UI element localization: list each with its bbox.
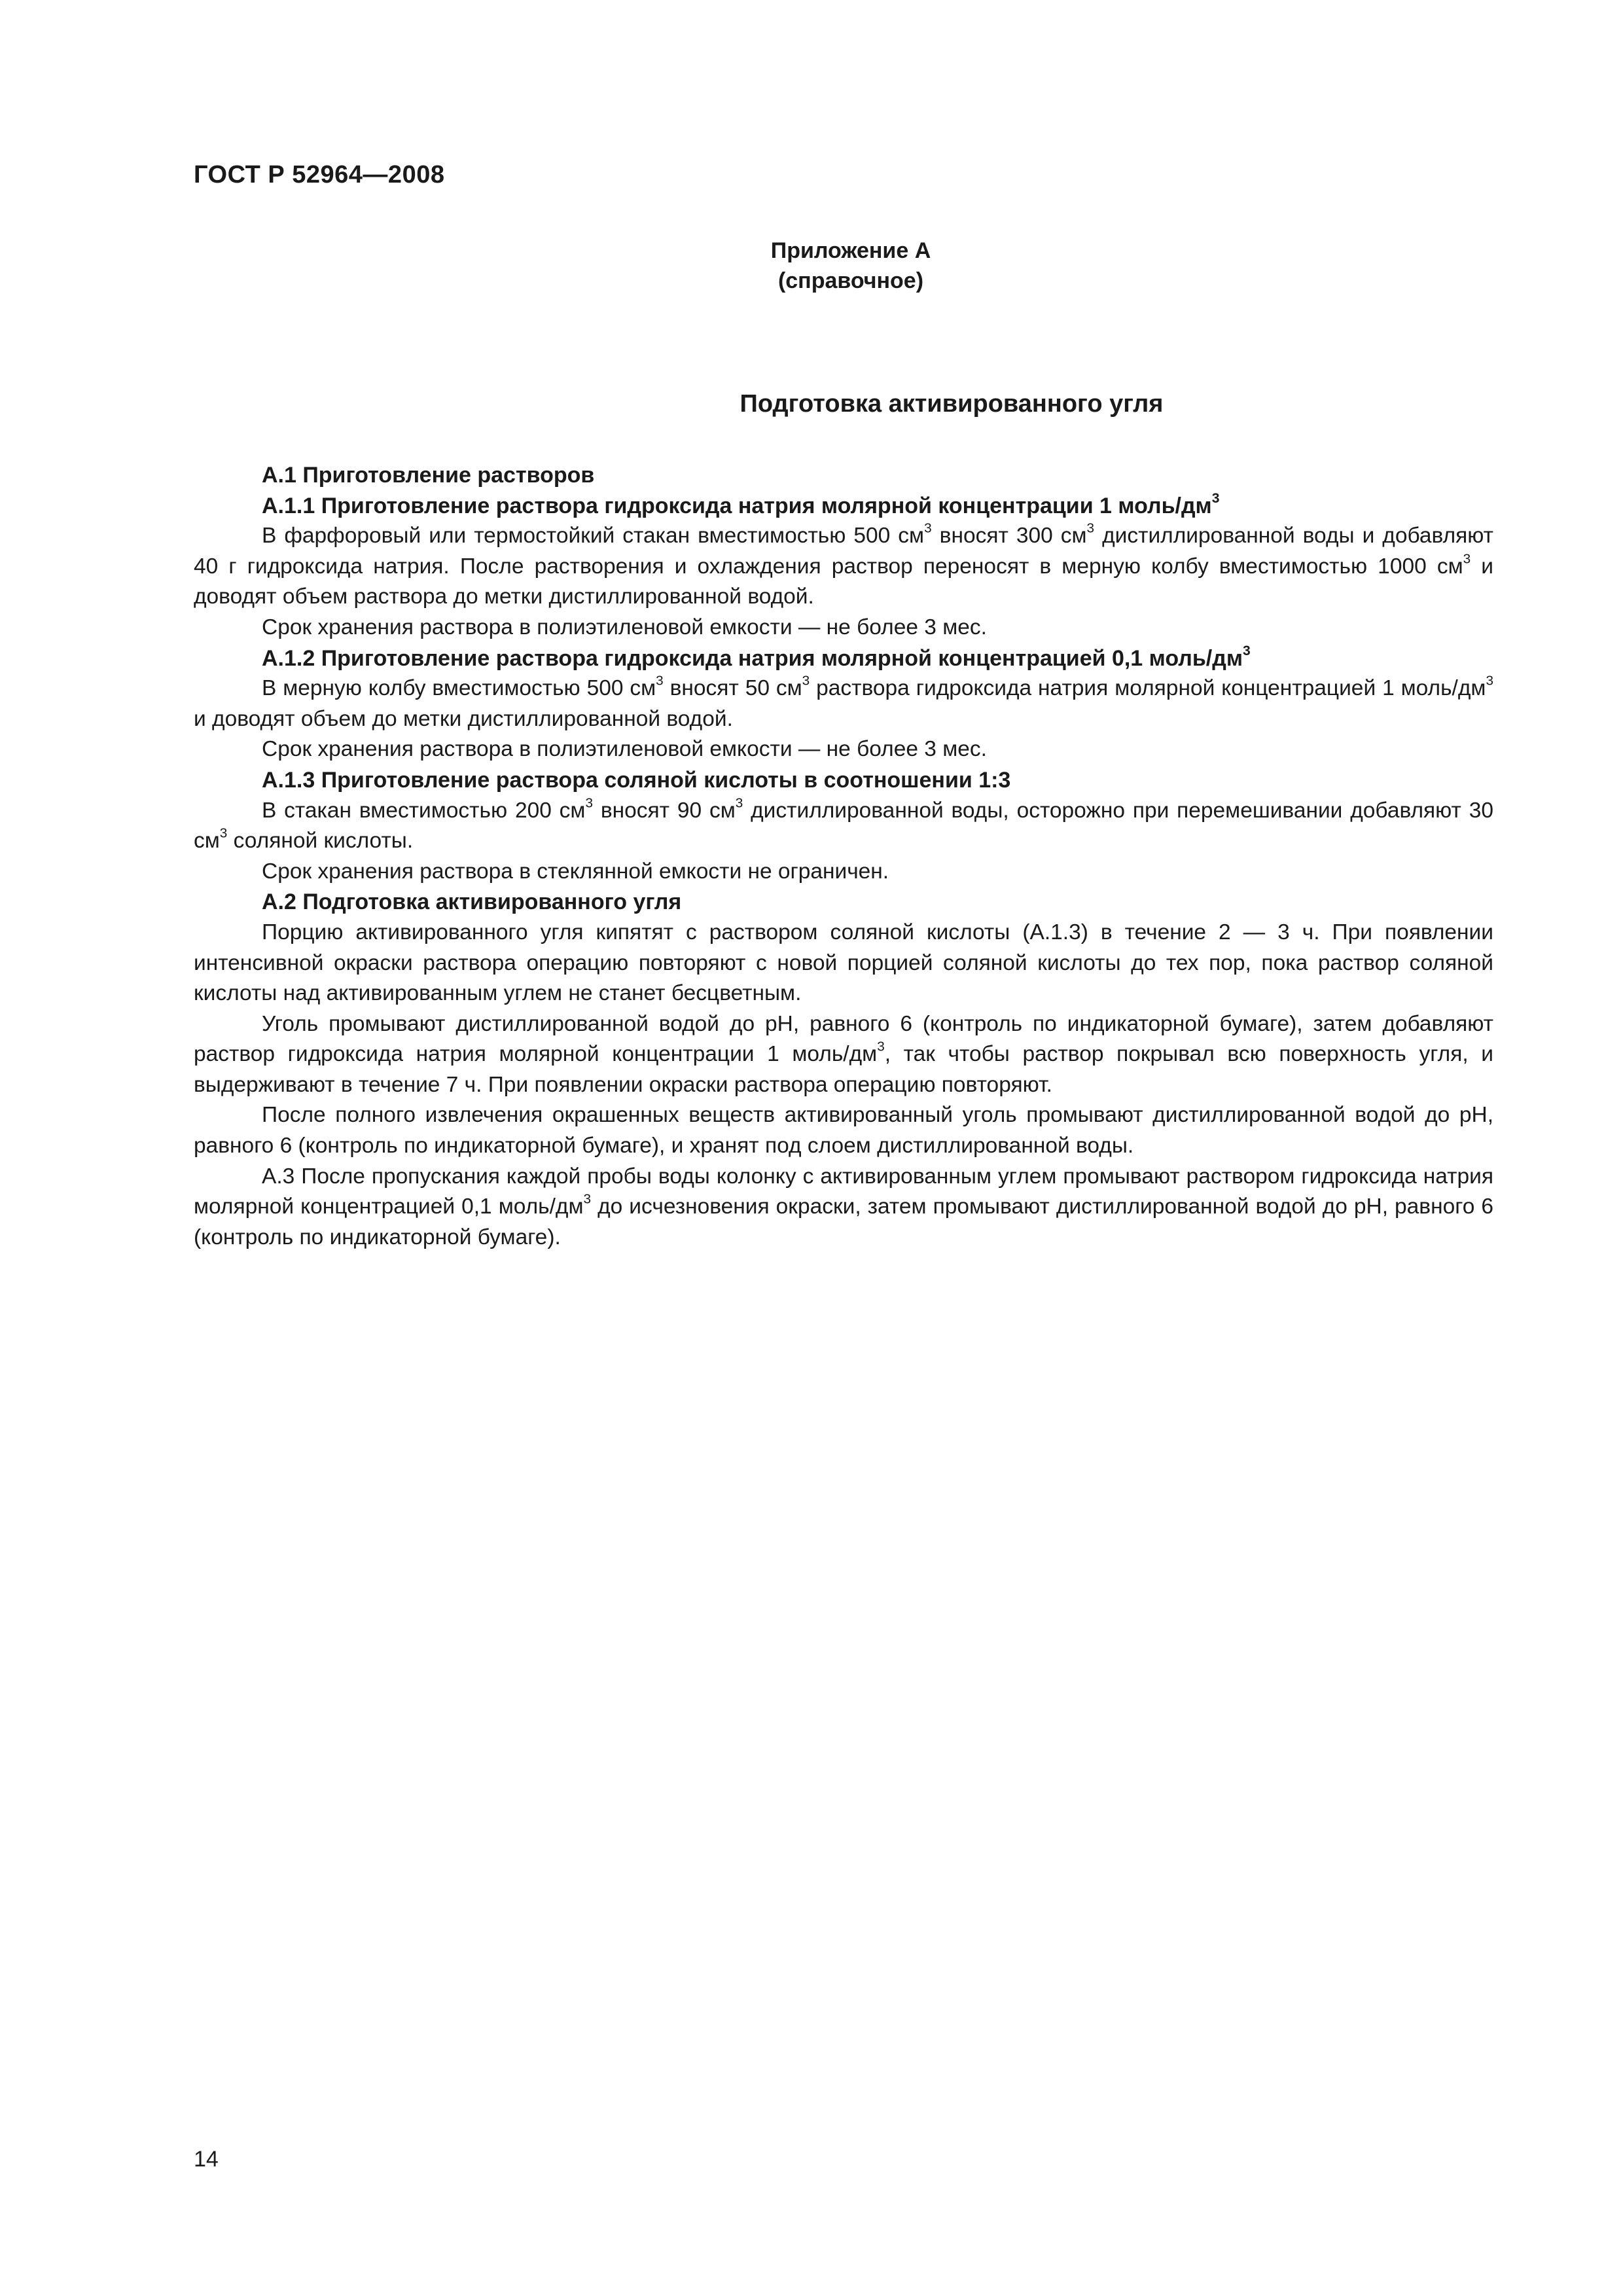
text-run: раствора гидроксида натрия молярной концентрацией 1 моль/дм: [810, 676, 1486, 701]
superscript: 3: [802, 673, 810, 689]
paragraph-a13-1: [194, 796, 1493, 857]
heading-a2: А.2 Подготовка активированного угля: [262, 889, 682, 915]
paragraph-a13-2: Срок хранения раствора в стеклянной емкости не ограничен.: [262, 859, 889, 884]
paragraph-a11-2: Срок хранения раствора в полиэтиленовой емкости — не более 3 мес.: [262, 615, 987, 639]
appendix-type: (справочное): [777, 268, 924, 293]
paragraph-a12-1: [194, 673, 1493, 734]
superscript: 3: [1242, 643, 1251, 658]
superscript: 3: [924, 520, 932, 536]
heading-a12-text: А.1.2 Приготовление раствора гидроксида натрия молярной концентрацией 0,1 моль/дм: [262, 645, 1243, 671]
paragraph-a12-2: Срок хранения раствора в полиэтиленовой емкости — не более 3 мес.: [262, 737, 987, 762]
text-run: вносят 50 см: [663, 676, 802, 701]
text-run: В фарфоровый или термостойкий стакан вместимостью 500 см: [262, 524, 925, 548]
text-run: В мерную колбу вместимостью 500 см: [262, 676, 656, 701]
superscript: 3: [877, 1039, 885, 1054]
paragraph-a2-3: После полного извлечения окрашенных веществ активированный уголь промывают дистиллированной водой до pH, равного 6 (контроль по индикаторной бумаге), и хранят под слоем дистиллированной воды.: [194, 1103, 1493, 1158]
text-run: соляной кислоты.: [227, 829, 414, 853]
paragraph-a11-1: [194, 521, 1493, 613]
superscript: 3: [735, 795, 743, 810]
document-id: ГОСТ Р 52964—2008: [194, 161, 445, 188]
text-run: Уголь промывают дистиллированной водой до pH, равного 6 (контроль по индикаторной бумаге), затем добавляют раствор гидроксида натрия молярной концентрации 1 моль/дм: [194, 1011, 1493, 1067]
superscript: 3: [656, 673, 664, 689]
superscript: 3: [583, 1191, 592, 1207]
superscript: 3: [1486, 673, 1493, 689]
section-title: Подготовка активированного угля: [740, 390, 1164, 418]
superscript: 3: [1211, 490, 1220, 506]
text-run: А.3 После пропускания каждой пробы воды колонку с активированным углем промывают раствором гидроксида натрия молярной концентрацией 0,1 моль/дм: [194, 1164, 1493, 1219]
text-run: и доводят объем раствора до метки дистиллированной водой.: [194, 554, 1493, 609]
paragraph-a2-2: [194, 1009, 1493, 1101]
superscript: 3: [1086, 520, 1095, 536]
text-run: дистиллированной воды, осторожно при перемешивании добавляют 30 см: [194, 798, 1493, 853]
heading-a1: А.1 Приготовление растворов: [262, 463, 595, 488]
paragraph-a2-1: Порцию активированного угля кипятят с раствором соляной кислоты (А.1.3) в течение 2 — 3 ч. При появлении интенсивной окраски раствора операцию повторяют с новой порцией соляной кислоты до тех пор, пока раствор соляной кислоты над активированным углем не станет бесцветным.: [194, 920, 1493, 1006]
text-run: В стакан вместимостью 200 см: [262, 798, 586, 823]
text-run: до исчезновения окраски, затем промывают дистиллированной водой до pH, равного 6 (контроль по индикаторной бумаге).: [194, 1194, 1494, 1249]
document-body: [194, 460, 1493, 1253]
heading-a12: [194, 643, 1493, 674]
text-run: , так чтобы раствор покрывал всю поверхность угля, и выдерживают в течение 7 ч. При появлении окраски раствора операцию повторяют.: [194, 1042, 1493, 1097]
superscript: 3: [219, 825, 228, 841]
appendix-label: [759, 236, 942, 296]
superscript: 3: [1463, 551, 1471, 567]
heading-a11-text: А.1.1 Приготовление раствора гидроксида натрия молярной концентрации 1 моль/дм: [262, 493, 1212, 518]
page-number: 14: [194, 2147, 219, 2172]
text-run: вносят 300 см: [931, 524, 1087, 548]
text-run: дистиллированной воды и добавляют 40 г гидроксида натрия. После растворения и охлаждения раствор переносят в мерную колбу вместимостью 1000 см: [194, 524, 1493, 579]
text-run: и доводят объем до метки дистиллированной водой.: [194, 706, 733, 731]
superscript: 3: [585, 795, 594, 810]
paragraph-a3: [194, 1162, 1493, 1253]
heading-a13: А.1.3 Приготовление раствора соляной кислоты в соотношении 1:3: [262, 767, 1011, 793]
appendix-title: Приложение А: [770, 238, 931, 263]
heading-a11: [194, 491, 1493, 522]
text-run: вносят 90 см: [593, 798, 736, 823]
